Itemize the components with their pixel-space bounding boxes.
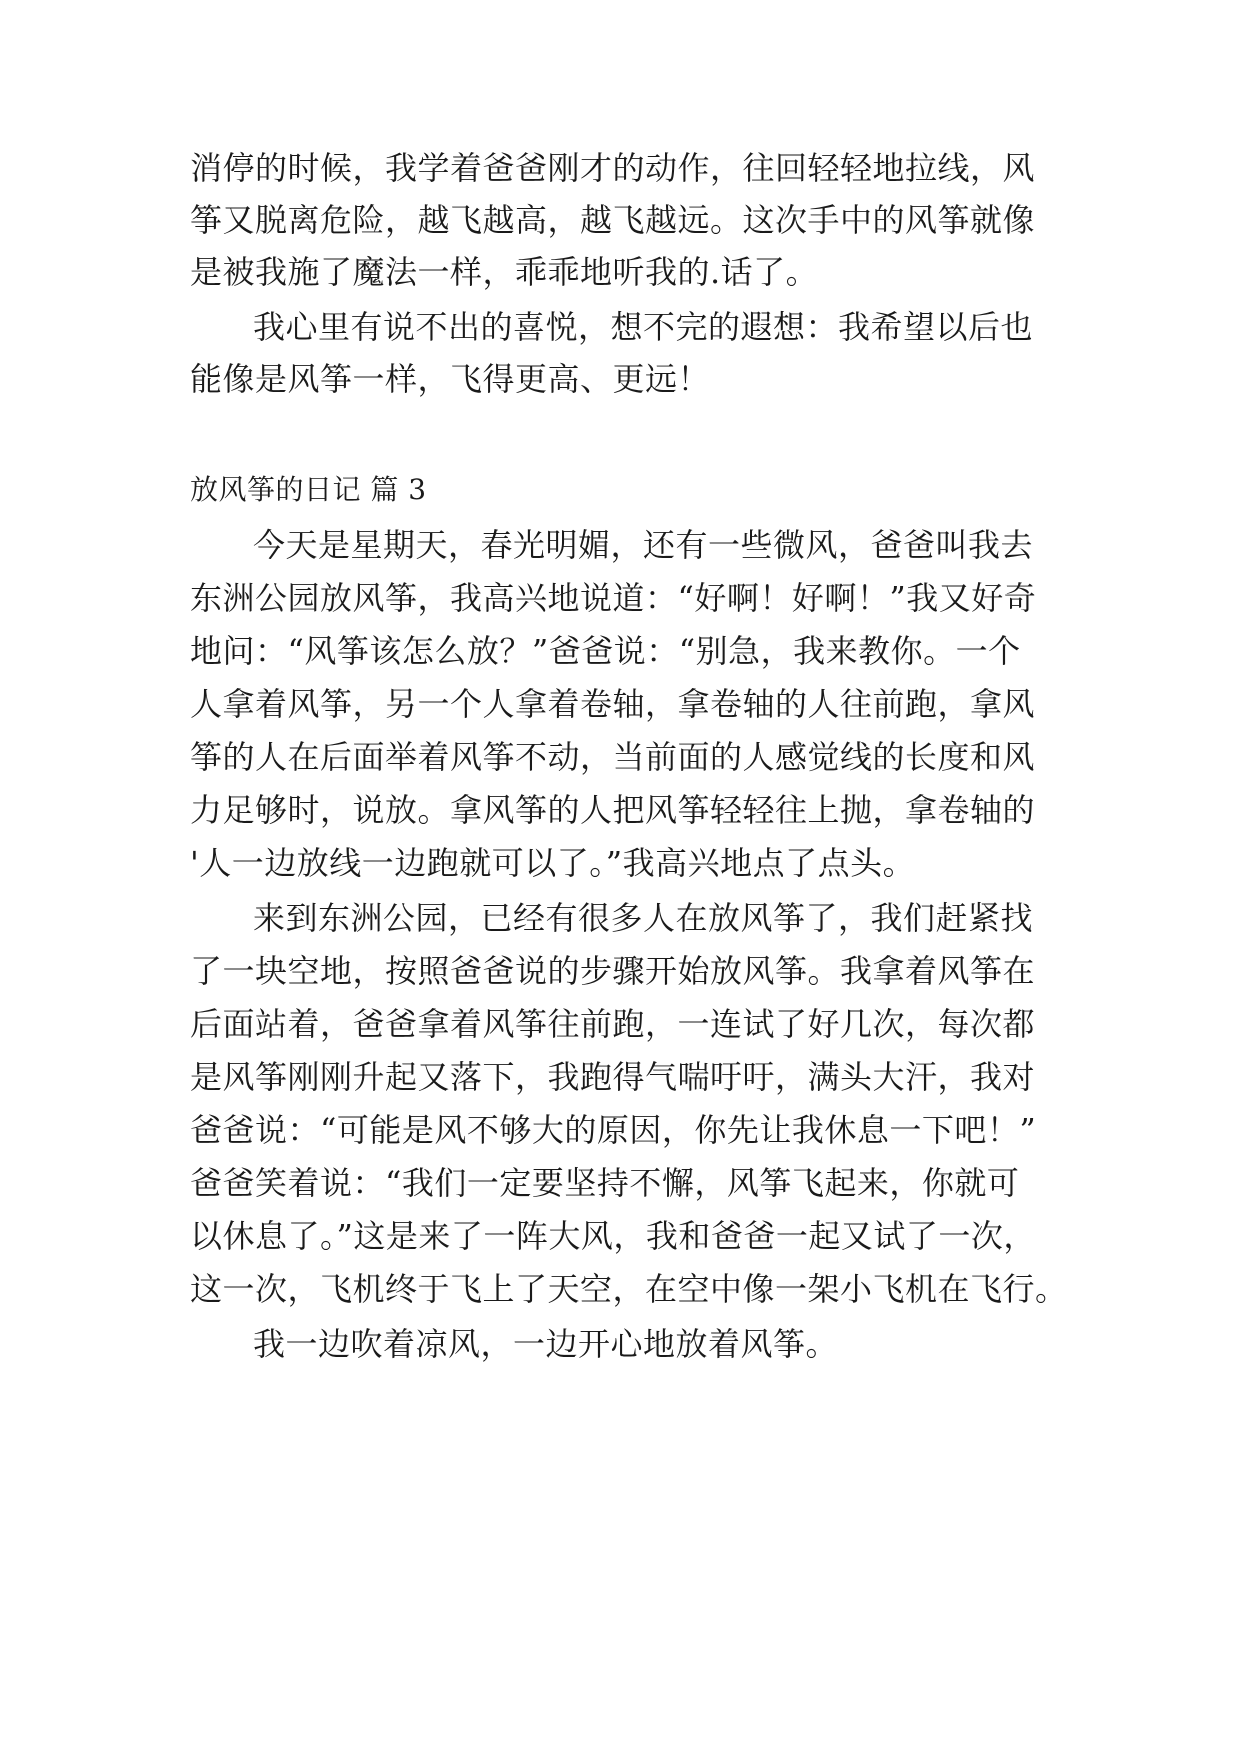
text-line: 今天是星期天，春光明媚，还有一些微风，爸爸叫我去 <box>253 526 1034 564</box>
text-line: 了一块空地，按照爸爸说的步骤开始放风筝。我拿着风筝在 <box>190 952 1036 990</box>
text-line: 能像是风筝一样，飞得更高、更远！ <box>190 360 711 398</box>
text-line: 是被我施了魔法一样，乖乖地听我的.话了。 <box>190 253 819 291</box>
text-line: 以休息了。”这是来了一阵大风，我和爸爸一起又试了一次， <box>190 1217 1036 1255</box>
section-heading: 放风筝的日记 篇 3 <box>190 473 427 506</box>
text-line: 来到东洲公园，已经有很多人在放风筝了，我们赶紧找 <box>253 899 1034 937</box>
text-line: 爸爸说：“可能是风不够大的原因，你先让我休息一下吧！” <box>190 1111 1037 1149</box>
text-line: 筝又脱离危险，越飞越高，越飞越远。这次手中的风筝就像 <box>190 201 1036 239</box>
text-line: '人一边放线一边跑就可以了。”我高兴地点了点头。 <box>190 844 916 882</box>
text-line: 人拿着风筝，另一个人拿着卷轴，拿卷轴的人往前跑，拿风 <box>190 685 1036 723</box>
text-line: 我心里有说不出的喜悦，想不完的遐想：我希望以后也 <box>253 308 1034 346</box>
text-line: 东洲公园放风筝，我高兴地说道：“好啊！好啊！”我又好奇 <box>190 579 1037 617</box>
text-line: 地问：“风筝该怎么放？”爸爸说：“别急，我来教你。一个 <box>190 632 1021 670</box>
text-line: 后面站着，爸爸拿着风筝往前跑，一连试了好几次，每次都 <box>190 1005 1036 1043</box>
text-line: 筝的人在后面举着风筝不动，当前面的人感觉线的长度和风 <box>190 738 1036 776</box>
text-line: 消停的时候，我学着爸爸刚才的动作，往回轻轻地拉线，风 <box>190 149 1036 187</box>
text-line: 这一次，飞机终于飞上了天空，在空中像一架小飞机在飞行。 <box>190 1270 1068 1308</box>
text-line: 爸爸笑着说：“我们一定要坚持不懈，风筝飞起来，你就可 <box>190 1164 1020 1202</box>
text-line: 是风筝刚刚升起又落下，我跑得气喘吁吁，满头大汗，我对 <box>190 1058 1036 1096</box>
text-line: 力足够时，说放。拿风筝的人把风筝轻轻往上抛，拿卷轴的 <box>190 791 1036 829</box>
text-line: 我一边吹着凉风，一边开心地放着风筝。 <box>253 1325 839 1363</box>
